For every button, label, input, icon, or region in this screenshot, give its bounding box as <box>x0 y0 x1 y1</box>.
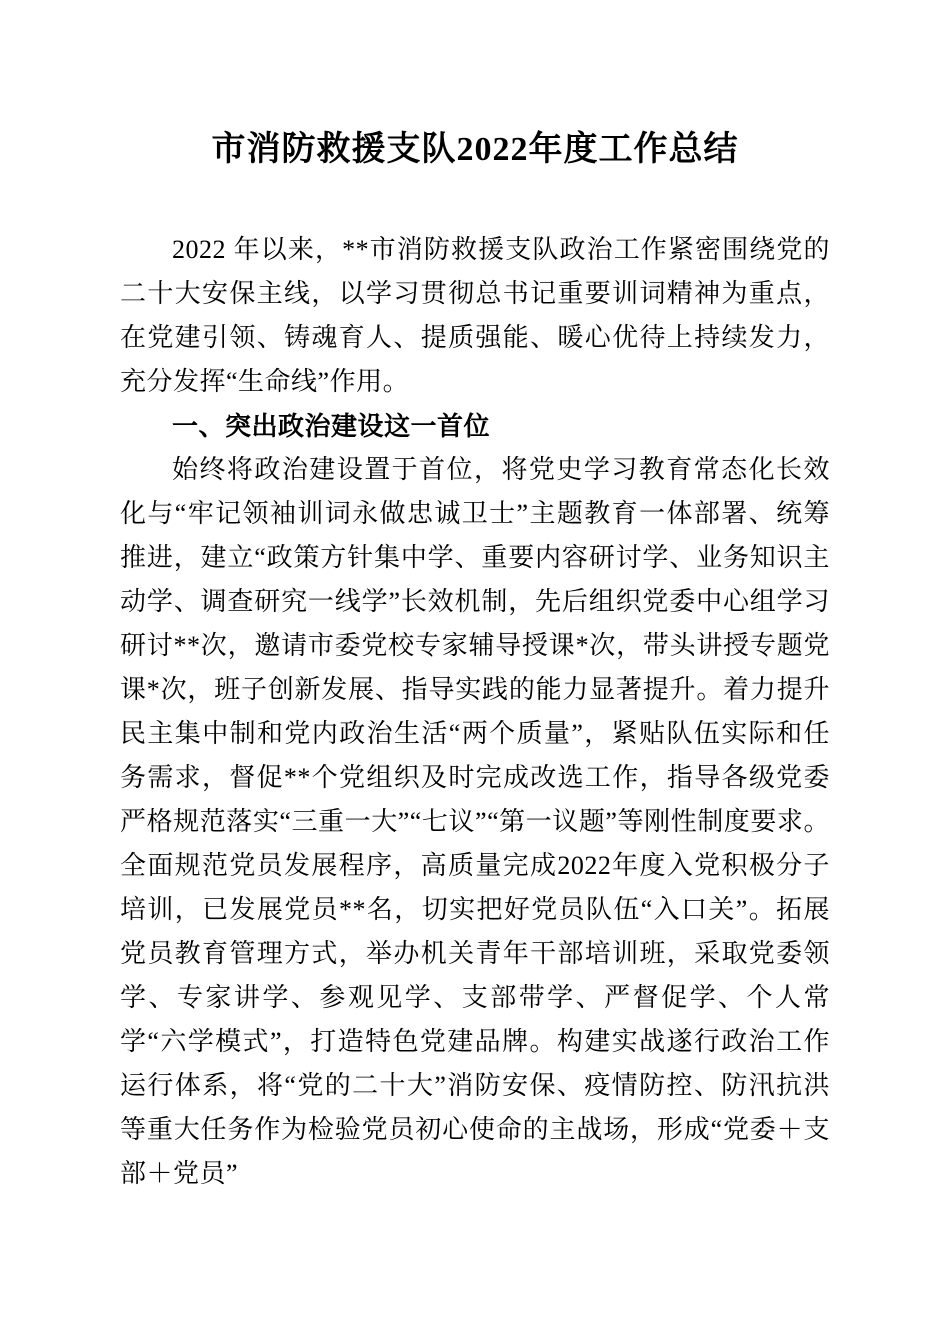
section-1-paragraph: 始终将政治建设置于首位，将党史学习教育常态化长效化与“牢记领袖训词永做忠诚卫士”主题教育一体部署、统筹推进，建立“政策方针集中学、重要内容研讨学、业务知识主动学、调查研究一线学”长效机制，先后组织党委中心组学习研讨**次，邀请市委党校专家辅导授课*次，带头讲授专题党课*次，班子创新发展、指导实践的能力显著提升。着力提升民主集中制和党内政治生活“两个质量”，紧贴队伍实际和任务需求，督促**个党组织及时完成改选工作，指导各级党委严格规范落实“三重一大”“七议”“第一议题”等刚性制度要求。全面规范党员发展程序，高质量完成2022年度入党积极分子培训，已发展党员**名，切实把好党员队伍“入口关”。拓展党员教育管理方式，举办机关青年干部培训班，采取党委领学、专家讲学、参观见学、支部带学、严督促学、个人常学“六学模式”，打造特色党建品牌。构建实战遂行政治工作运行体系，将“党的二十大”消防安保、疫情防控、防汛抗洪等重大任务作为检验党员初心使命的主战场，形成“党委＋支部＋党员” <box>120 455 830 1189</box>
intro-paragraph: 2022 年以来，**市消防救援支队政治工作紧密围绕党的二十大安保主线，以学习贯彻总书记重要训词精神为重点，在党建引领、铸魂育人、提质强能、暖心优待上持续发力，充分发挥“生命线”作用。 <box>120 235 830 397</box>
section-heading-1: 一、突出政治建设这一首位 <box>172 411 491 442</box>
document-title: 市消防救援支队2022年度工作总结 <box>211 131 739 168</box>
